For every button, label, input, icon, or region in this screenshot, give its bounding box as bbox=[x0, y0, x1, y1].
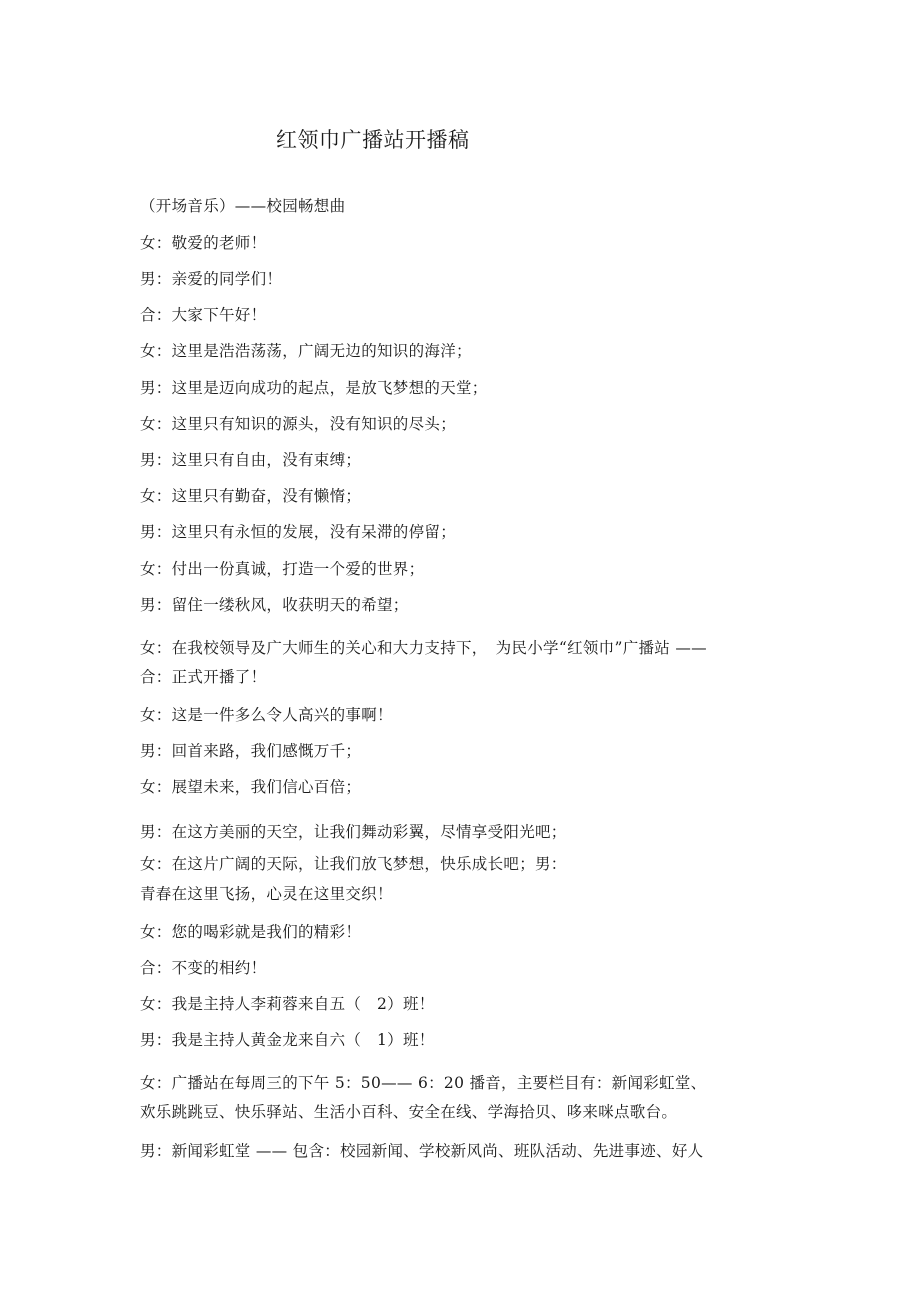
text-line: 合：大家下午好！ bbox=[140, 306, 267, 324]
text-line: 女：在这片广阔的天际，让我们放飞梦想，快乐成长吧；男： bbox=[140, 855, 567, 873]
text-line: 女：在我校领导及广大师生的关心和大力支持下， 为民小学“红领巾”广播站 —— bbox=[140, 639, 707, 657]
text-line: 男：这里只有永恒的发展，没有呆滞的停留； bbox=[140, 523, 457, 541]
text-line: 男：这里是迈向成功的起点，是放飞梦想的天堂； bbox=[140, 379, 488, 397]
text-line: 合：正式开播了！ bbox=[140, 668, 267, 686]
text-line: 女：付出一份真诚，打造一个爱的世界； bbox=[140, 560, 425, 578]
text-line: 男：我是主持人黄金龙来自六（ 1）班！ bbox=[140, 1031, 435, 1049]
text-line: 男：亲爱的同学们！ bbox=[140, 270, 283, 288]
text-line: 女：我是主持人李莉蓉来自五（ 2）班！ bbox=[140, 995, 435, 1013]
text-line: 女：广播站在每周三的下午 5：50—— 6：20 播音，主要栏目有：新闻彩虹堂、 bbox=[140, 1074, 707, 1092]
text-line: 女：展望未来，我们信心百倍； bbox=[140, 778, 362, 796]
text-line: 女：这里是浩浩荡荡，广阔无边的知识的海洋； bbox=[140, 342, 472, 360]
text-line: 合：不变的相约！ bbox=[140, 959, 267, 977]
text-line: 男：在这方美丽的天空，让我们舞动彩翼，尽情享受阳光吧； bbox=[140, 823, 567, 841]
text-line: 青春在这里飞扬，心灵在这里交织！ bbox=[140, 885, 393, 903]
text-line: （开场音乐）——校园畅想曲 bbox=[140, 197, 346, 215]
text-line: 男：这里只有自由，没有束缚； bbox=[140, 451, 362, 469]
text-line: 女：这里只有知识的源头，没有知识的尽头； bbox=[140, 415, 457, 433]
text-line: 女：这是一件多么令人高兴的事啊！ bbox=[140, 706, 393, 724]
text-line: 欢乐跳跳豆、快乐驿站、生活小百科、安全在线、学海拾贝、哆来咪点歌台。 bbox=[140, 1103, 678, 1121]
document-title: 红领巾广播站开播稿 bbox=[276, 128, 470, 152]
text-line: 女：敬爱的老师！ bbox=[140, 234, 267, 252]
text-line: 男：留住一缕秋风，收获明天的希望； bbox=[140, 596, 409, 614]
text-line: 男：回首来路，我们感慨万千； bbox=[140, 742, 362, 760]
text-line: 女：这里只有勤奋，没有懒惰； bbox=[140, 487, 362, 505]
text-line: 女：您的喝彩就是我们的精彩！ bbox=[140, 923, 362, 941]
text-line: 男：新闻彩虹堂 —— 包含：校园新闻、学校新风尚、班队活动、先进事迹、好人 bbox=[140, 1142, 704, 1160]
